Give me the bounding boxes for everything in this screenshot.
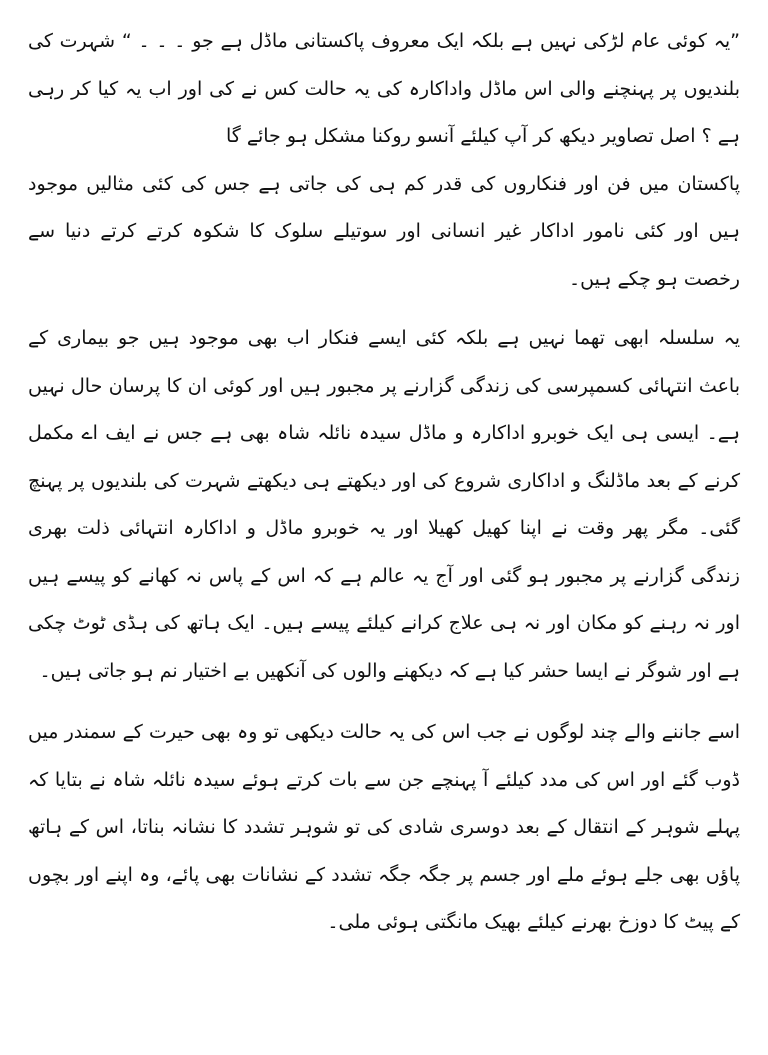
story-paragraph: یہ سلسلہ ابھی تھما نہیں ہے بلکہ کئی ایسے فنکار اب بھی موجود ہیں جو بیماری کے باعث انتہائی کسمپرسی کی زندگی گزارنے پر مجبور ہیں اور کوئی ان کا پرسان حال نہیں ہے۔ ایسی ہی ایک خوبرو اداکارہ و ماڈل سیدہ نائلہ شاہ بھی ہے جس نے ایف اے مکمل کرنے کے بعد ماڈلنگ و اداکاری شروع کی اور دیکھتے ہی دیکھتے شہرت کی بلندیوں پر پہنچ گئی۔ مگر پھر وقت نے اپنا کھیل کھیلا اور یہ خوبرو ماڈل و اداکارہ انتہائی ذلت بھری زندگی گزارنے پر مجبور ہو گئی اور آج یہ عالم ہے کہ اس کے پاس نہ کھانے کو پیسے ہیں اور نہ رہنے کو مکان اور نہ ہی علاج کرانے کیلئے پیسے ہیں۔ ایک ہاتھ کی ہڈی ٹوٹ چکی ہے اور شوگر نے ایسا حشر کیا ہے کہ دیکھنے والوں کی آنکھیں بے اختیار نم ہو جاتی ہیں۔	[28, 327, 740, 682]
intro-paragraph: پاکستان میں فن اور فنکاروں کی قدر کم ہی کی جاتی ہے جس کی کئی مثالیں موجود ہیں اور کئی نامور اداکار غیر انسانی اور سوتیلے سلوک کا شکوہ کرتے کرتے دنیا سے رخصت ہو چکے ہیں۔	[28, 172, 740, 290]
headline-paragraph: ”یہ کوئی عام لڑکی نہیں ہے بلکہ ایک معروف پاکستانی ماڈل ہے جو ۔ ۔ ۔ “ شہرت کی بلندیوں پر پہنچنے والی اس ماڈل واداکارہ کی یہ حالت کس نے کی اور اب یہ کیا کر رہی ہے ؟ اصل تصاویر دیکھ کر آپ کیلئے آنسو روکنا مشکل ہو جائے گا	[28, 30, 740, 147]
closing-paragraph: اسے جاننے والے چند لوگوں نے جب اس کی یہ حالت دیکھی تو وہ بھی حیرت کے سمندر میں ڈوب گئے اور اس کی مدد کیلئے آ پہنچے جن سے بات کرتے ہوئے سیدہ نائلہ شاہ نے بتایا کہ پہلے شوہر کے انتقال کے بعد دوسری شادی کی تو شوہر تشدد کا نشانہ بناتا، اس کے ہاتھ پاؤں بھی جلے ہوئے ملے اور جسم پر جگہ جگہ تشدد کے نشانات بھی پائے، وہ اپنے اور بچوں کے پیٹ کا دوزخ بھرنے کیلئے بھیک مانگتی ہوئی ملی۔	[28, 721, 740, 933]
